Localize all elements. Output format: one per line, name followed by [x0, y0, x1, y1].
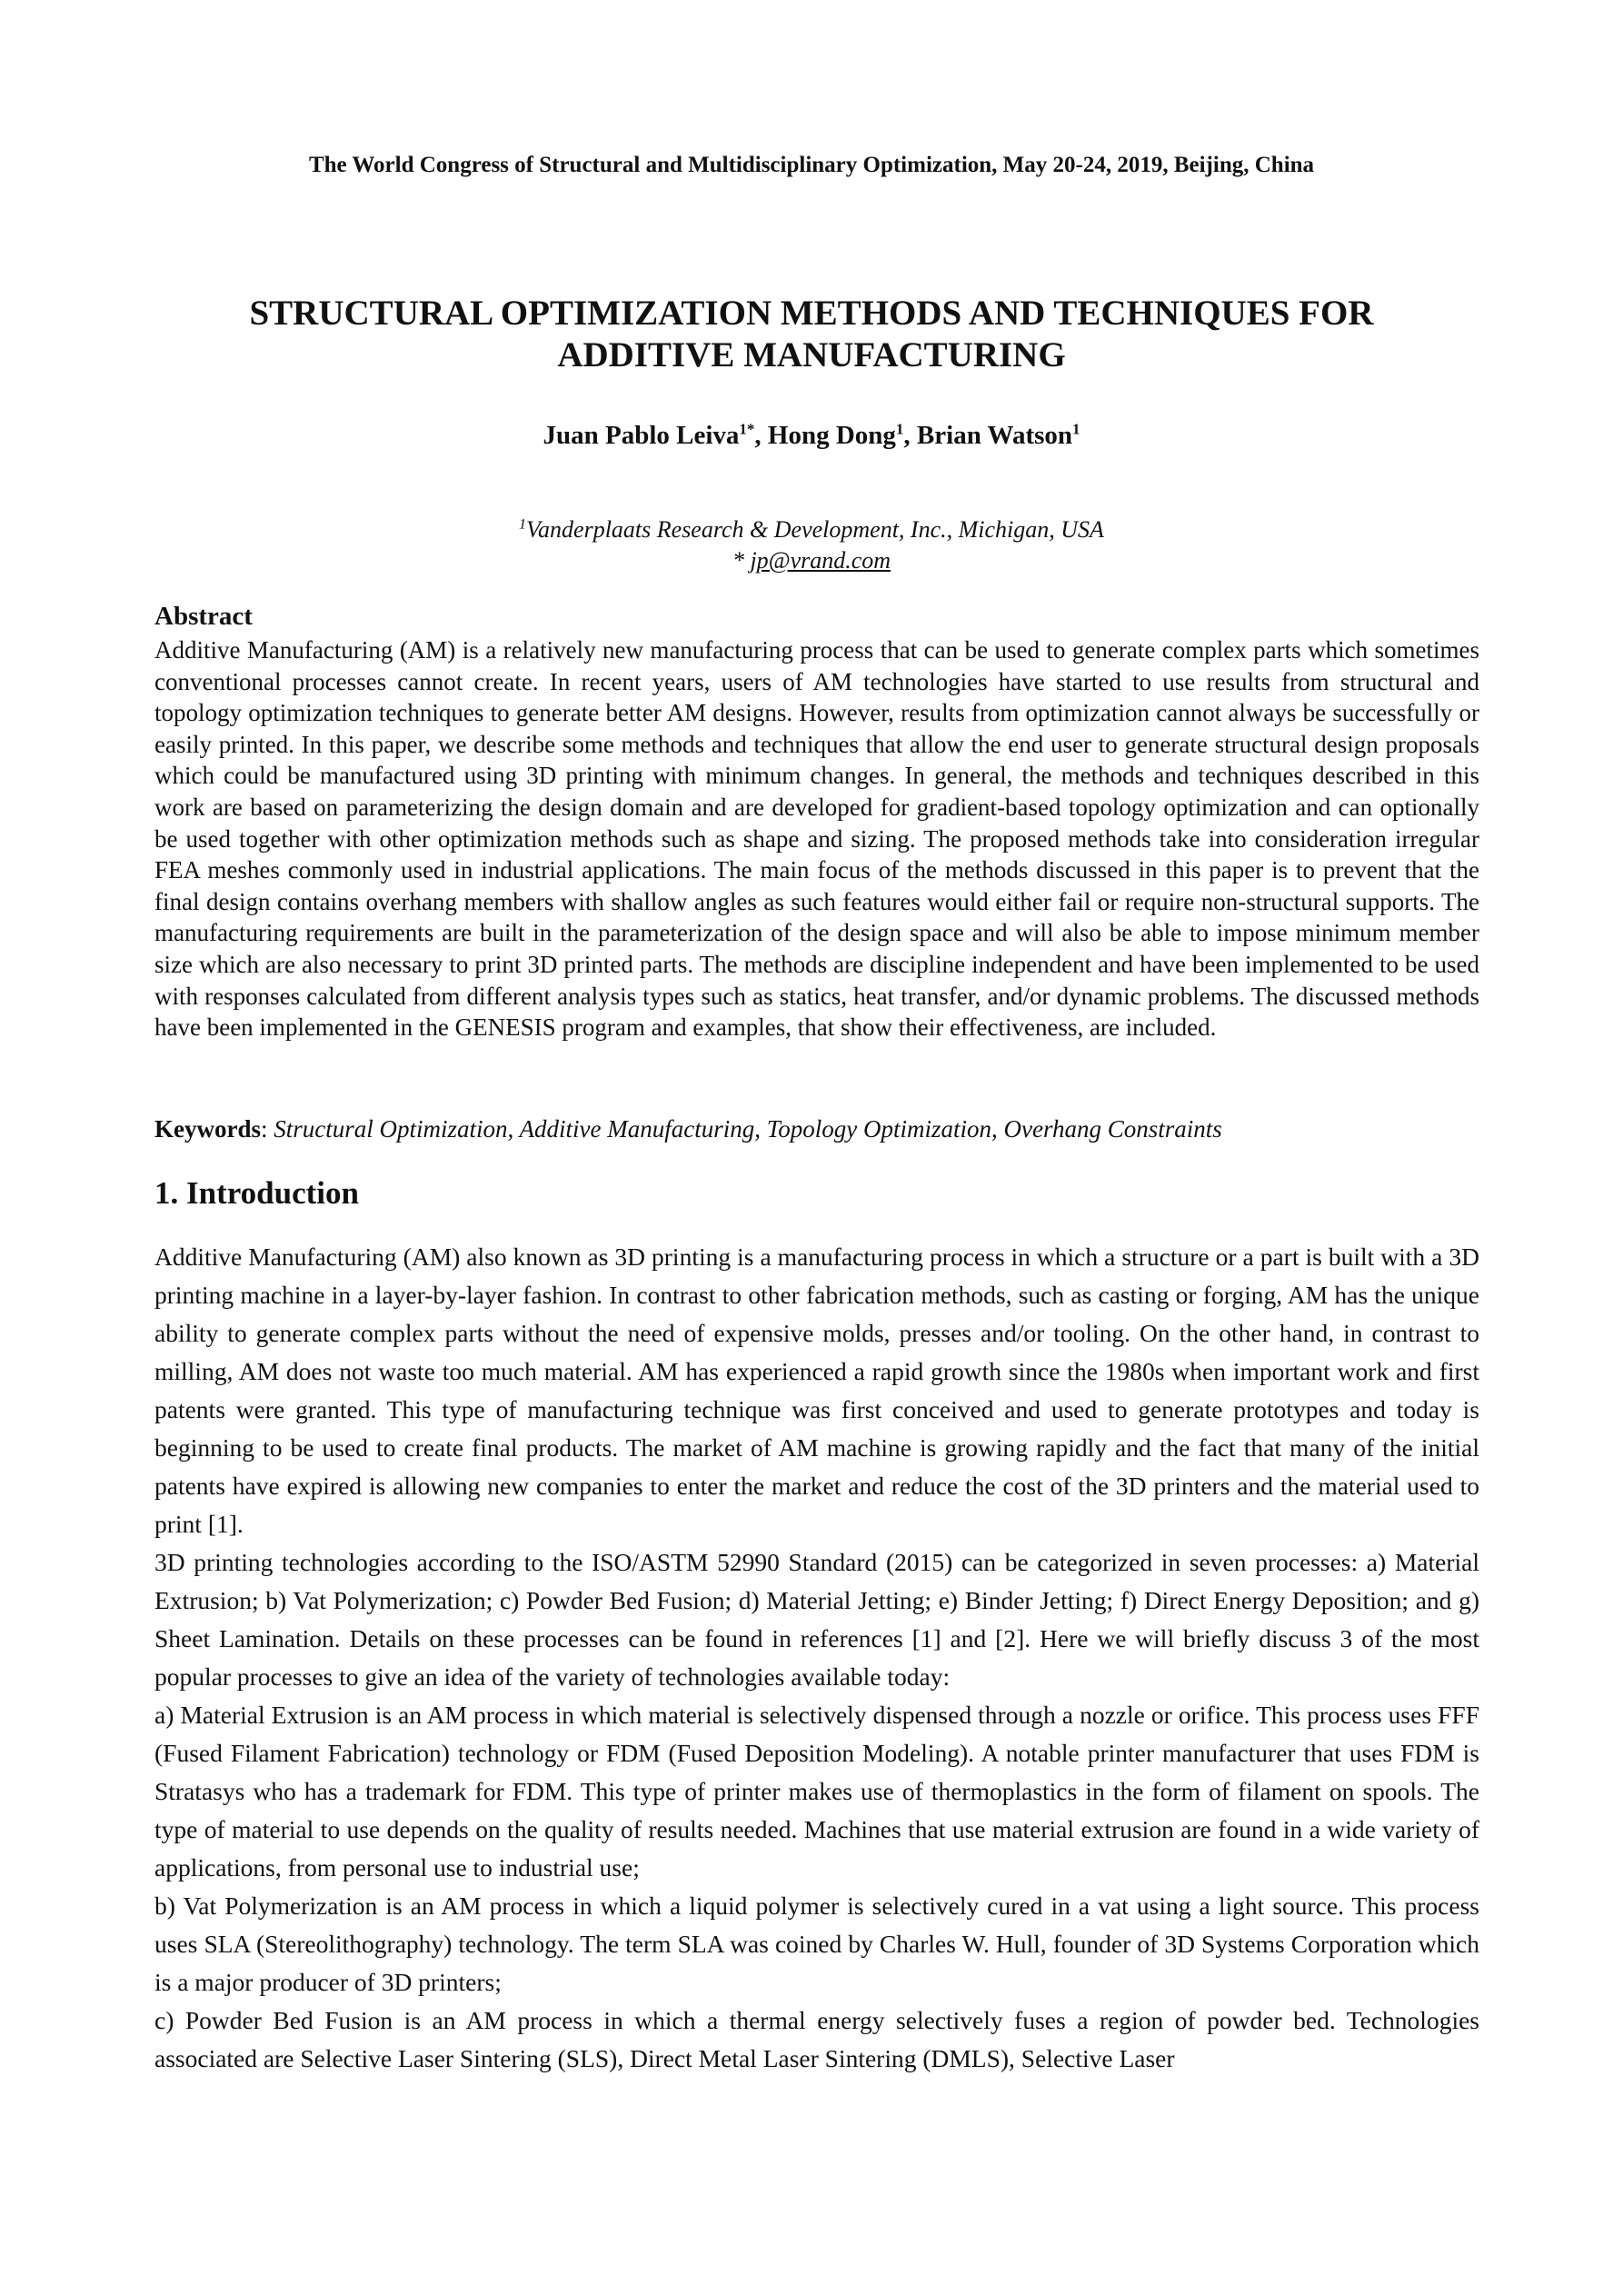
paper-title: [154, 293, 1469, 376]
author-name: Hong Dong: [767, 421, 896, 450]
abstract-body: Additive Manufacturing (AM) is a relatively new manufacturing process that can be used to generate complex parts which sometimes conventional processes cannot create. In recent years, users of AM technologies have started to use results from structural and topology optimization techniques to generate better AM designs. However, results from optimization cannot always be successfully or easily printed. In this paper, we describe some methods and techniques that allow the end user to generate structural design proposals which could be manufactured using 3D printing with minimum changes. In general, the methods and techniques described in this work are based on parameterizing the design domain and are developed for gradient-based topology optimization and can optionally be used together with other optimization methods such as shape and sizing. The proposed methods take into consideration irregular FEA meshes commonly used in industrial applications. The main focus of the methods discussed in this paper is to prevent that the final design contains overhang members with shallow angles as such features would either fail or require non-structural supports. The manufacturing requirements are built in the parameterization of the design space and will also be able to impose minimum member size which are also necessary to print 3D printed parts. The methods are discipline independent and have been implemented to be used with responses calculated from different analysis types such as statics, heat transfer, and/or dynamic problems. The discussed methods have been implemented in the GENESIS program and examples, that show their effectiveness, are included.: [154, 636, 1479, 1042]
email-link[interactable]: jp@vrand.com: [750, 547, 891, 574]
author-name: Brian Watson: [916, 421, 1073, 450]
paragraph: a) Material Extrusion is an AM process in which material is selectively dispensed through a nozzle or orifice. This process uses FFF (Fused Filament Fabrication) technology or FDM (Fused Deposition Modeling). A notable printer manufacturer that uses FDM is Stratasys who has a trademark for FDM. This type of printer makes use of thermoplastics in the form of filament on spools. The type of material to use depends on the quality of results needed. Machines that use material extrusion are found in a wide variety of applications, from personal use to industrial use;: [154, 1701, 1479, 1882]
affiliation-mark: 1: [519, 516, 527, 533]
paragraph: c) Powder Bed Fusion is an AM process in which a thermal energy selectively fuses a region of powder bed. Technologies associated are Selective Laser Sintering (SLS), Direct Metal Laser Sintering (DMLS), Selective Laser: [154, 2006, 1479, 2072]
author-separator: ,: [903, 421, 917, 450]
keywords-separator: :: [261, 1115, 274, 1143]
paragraph: Additive Manufacturing (AM) also known as 3D printing is a manufacturing process in which a structure or a part is built with a 3D printing machine in a layer-by-layer fashion. In contrast to other fabrication methods, such as casting or forging, AM has the unique ability to generate complex parts without the need of expensive molds, presses and/or tooling. On the other hand, in contrast to milling, AM does not waste too much material. AM has experienced a rapid growth since the 1980s when important work and first patents were granted. This type of manufacturing technique was first conceived and used to generate prototypes and today is beginning to be used to create final products. The market of AM machine is growing rapidly and the fact that many of the initial patents have expired is allowing new companies to enter the market and reduce the cost of the 3D printers and the material used to print [1].: [154, 1243, 1479, 1538]
section-heading-introduction: 1. Introduction: [154, 1175, 359, 1211]
paper-title-line-2: ADDITIVE MANUFACTURING: [557, 335, 1066, 374]
paragraph: b) Vat Polymerization is an AM process in which a liquid polymer is selectively cured in a vat using a light source. This process uses SLA (Stereolithography) technology. The term SLA was coined by Charles W. Hull, founder of 3D Systems Corporation which is a major producer of 3D printers;: [154, 1892, 1479, 1996]
author-separator: ,: [754, 421, 768, 450]
affiliation-line: [0, 514, 1623, 545]
keywords-text: Structural Optimization, Additive Manufacturing, Topology Optimization, Overhang Constraints: [274, 1115, 1222, 1143]
abstract-heading: Abstract: [154, 602, 253, 631]
author-affiliation-mark: 1: [1072, 420, 1080, 438]
email-prefix: *: [732, 547, 751, 574]
introduction-body: [154, 1238, 1479, 2078]
author-affiliation-mark: 1: [895, 420, 904, 438]
keywords-label: Keywords: [154, 1115, 261, 1143]
corresponding-email-line: [0, 545, 1623, 576]
author-name: Juan Pablo Leiva: [543, 421, 740, 450]
conference-header: The World Congress of Structural and Multidisciplinary Optimization, May 20-24, 2019, Beijing, China: [308, 153, 1315, 177]
affiliation-text: Vanderplaats Research & Development, Inc., Michigan, USA: [526, 516, 1104, 543]
paper-title-line-1: STRUCTURAL OPTIMIZATION METHODS AND TECHNIQUES FOR: [249, 294, 1374, 333]
keywords-line: [154, 1113, 1479, 1144]
paragraph: 3D printing technologies according to the ISO/ASTM 52990 Standard (2015) can be categorized in seven processes: a) Material Extrusion; b) Vat Polymerization; c) Powder Bed Fusion; d) Material Jetting; e) Binder Jetting; f) Direct Energy Deposition; and g) Sheet Lamination. Details on these processes can be found in references [1] and [2]. Here we will briefly discuss 3 of the most popular processes to give an idea of the variety of technologies available today:: [154, 1548, 1479, 1691]
author-list: [0, 421, 1623, 451]
author-affiliation-mark: 1*: [739, 420, 755, 438]
affiliation-block: [0, 514, 1623, 576]
